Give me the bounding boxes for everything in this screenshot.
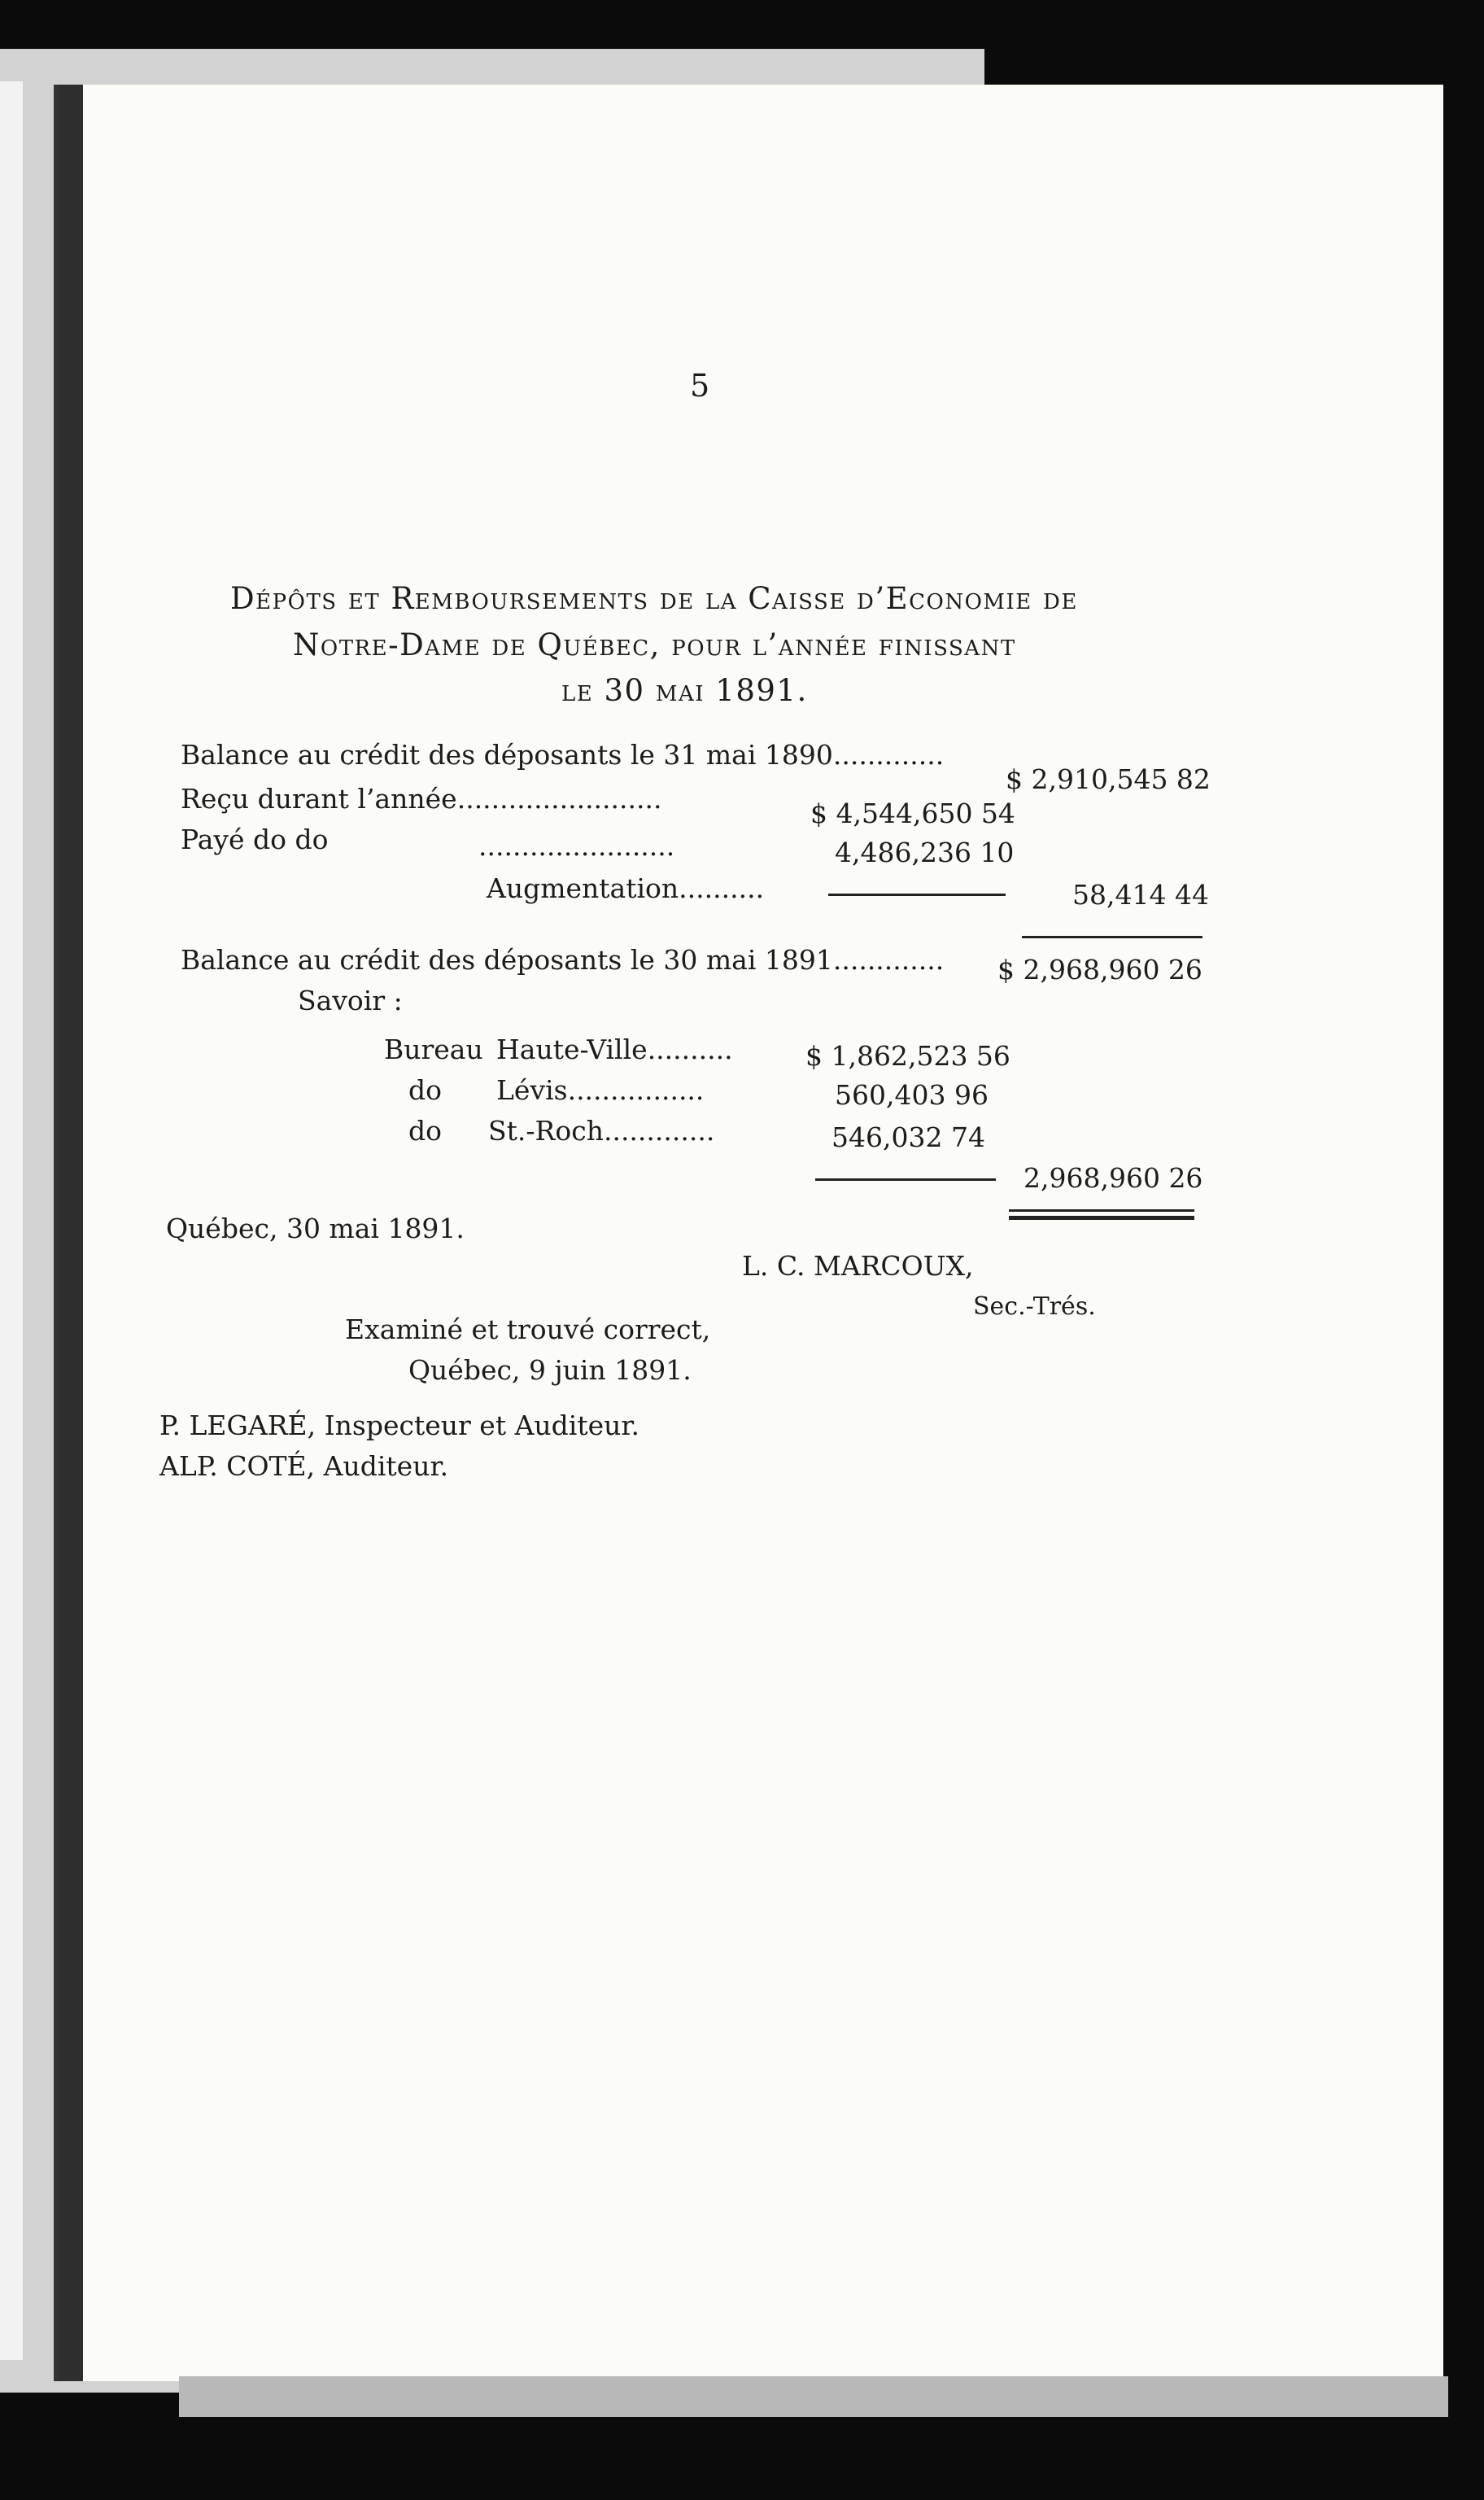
balance-1890-value: $ 2,910,545 82 xyxy=(1006,763,1211,795)
breakdown-name: Lévis................ xyxy=(496,1074,705,1106)
breakdown-prefix: do xyxy=(408,1115,442,1147)
savoir-label: Savoir : xyxy=(298,985,403,1016)
breakdown-value: $ 1,862,523 56 xyxy=(805,1040,1010,1072)
breakdown-name: St.-Roch............. xyxy=(488,1115,715,1147)
page-spine xyxy=(59,85,83,2381)
auditor-name: P. LEGARÉ, xyxy=(159,1410,316,1441)
augmentation-label: Augmentation.......... xyxy=(487,872,765,904)
examination-line-1: Examiné et trouvé correct, xyxy=(345,1313,711,1345)
auditor-line xyxy=(159,1410,639,1441)
recu-label: Reçu durant l’année........................ xyxy=(181,783,662,815)
bottom-page-strip xyxy=(179,2376,1448,2417)
subtotal-rule xyxy=(828,894,1006,896)
augmentation-value: 58,414 44 xyxy=(1072,879,1209,911)
breakdown-prefix: do xyxy=(408,1074,442,1106)
previous-page-margin xyxy=(0,81,23,2360)
double-rule-bottom xyxy=(1009,1216,1194,1220)
place-date: Québec, 30 mai 1891. xyxy=(166,1213,465,1244)
page-number: 5 xyxy=(690,368,710,404)
signatory-title: Sec.-Trés. xyxy=(973,1292,1096,1321)
breakdown-value: 546,032 74 xyxy=(831,1121,985,1153)
breakdown-total: 2,968,960 26 xyxy=(1024,1162,1203,1194)
breakdown-rule xyxy=(815,1178,996,1181)
breakdown-name: Haute-Ville.......... xyxy=(496,1034,733,1065)
title-line-2: Notre-Dame de Québec, pour l’année finissant xyxy=(293,627,1016,662)
breakdown-value: 560,403 96 xyxy=(835,1079,989,1111)
signatory-name: L. C. MARCOUX, xyxy=(742,1250,974,1282)
total-rule xyxy=(1022,936,1202,938)
title-line-1: Dépôts et Remboursements de la Caisse d’Economie de xyxy=(230,581,1078,616)
paye-value: 4,486,236 10 xyxy=(835,837,1015,868)
balance-1891-label: Balance au crédit des déposants le 30 mai 1891............. xyxy=(181,944,945,976)
paye-label: Payé do do xyxy=(181,824,329,855)
auditor-name: ALP. COTÉ, xyxy=(159,1450,316,1482)
breakdown-prefix: Bureau xyxy=(384,1034,483,1065)
double-rule-top xyxy=(1009,1209,1194,1212)
auditor-line xyxy=(159,1450,448,1482)
examination-line-2: Québec, 9 juin 1891. xyxy=(408,1354,692,1386)
auditor-role: Inspecteur et Auditeur. xyxy=(324,1410,640,1441)
title-line-3: le 30 mai 1891. xyxy=(561,673,808,708)
auditor-role: Auditeur. xyxy=(323,1450,449,1482)
balance-1890-label: Balance au crédit des déposants le 31 mai 1890............. xyxy=(181,739,945,771)
balance-1891-value: $ 2,968,960 26 xyxy=(997,954,1202,986)
recu-value: $ 4,544,650 54 xyxy=(810,798,1015,829)
paye-dots: ....................... xyxy=(478,830,675,862)
